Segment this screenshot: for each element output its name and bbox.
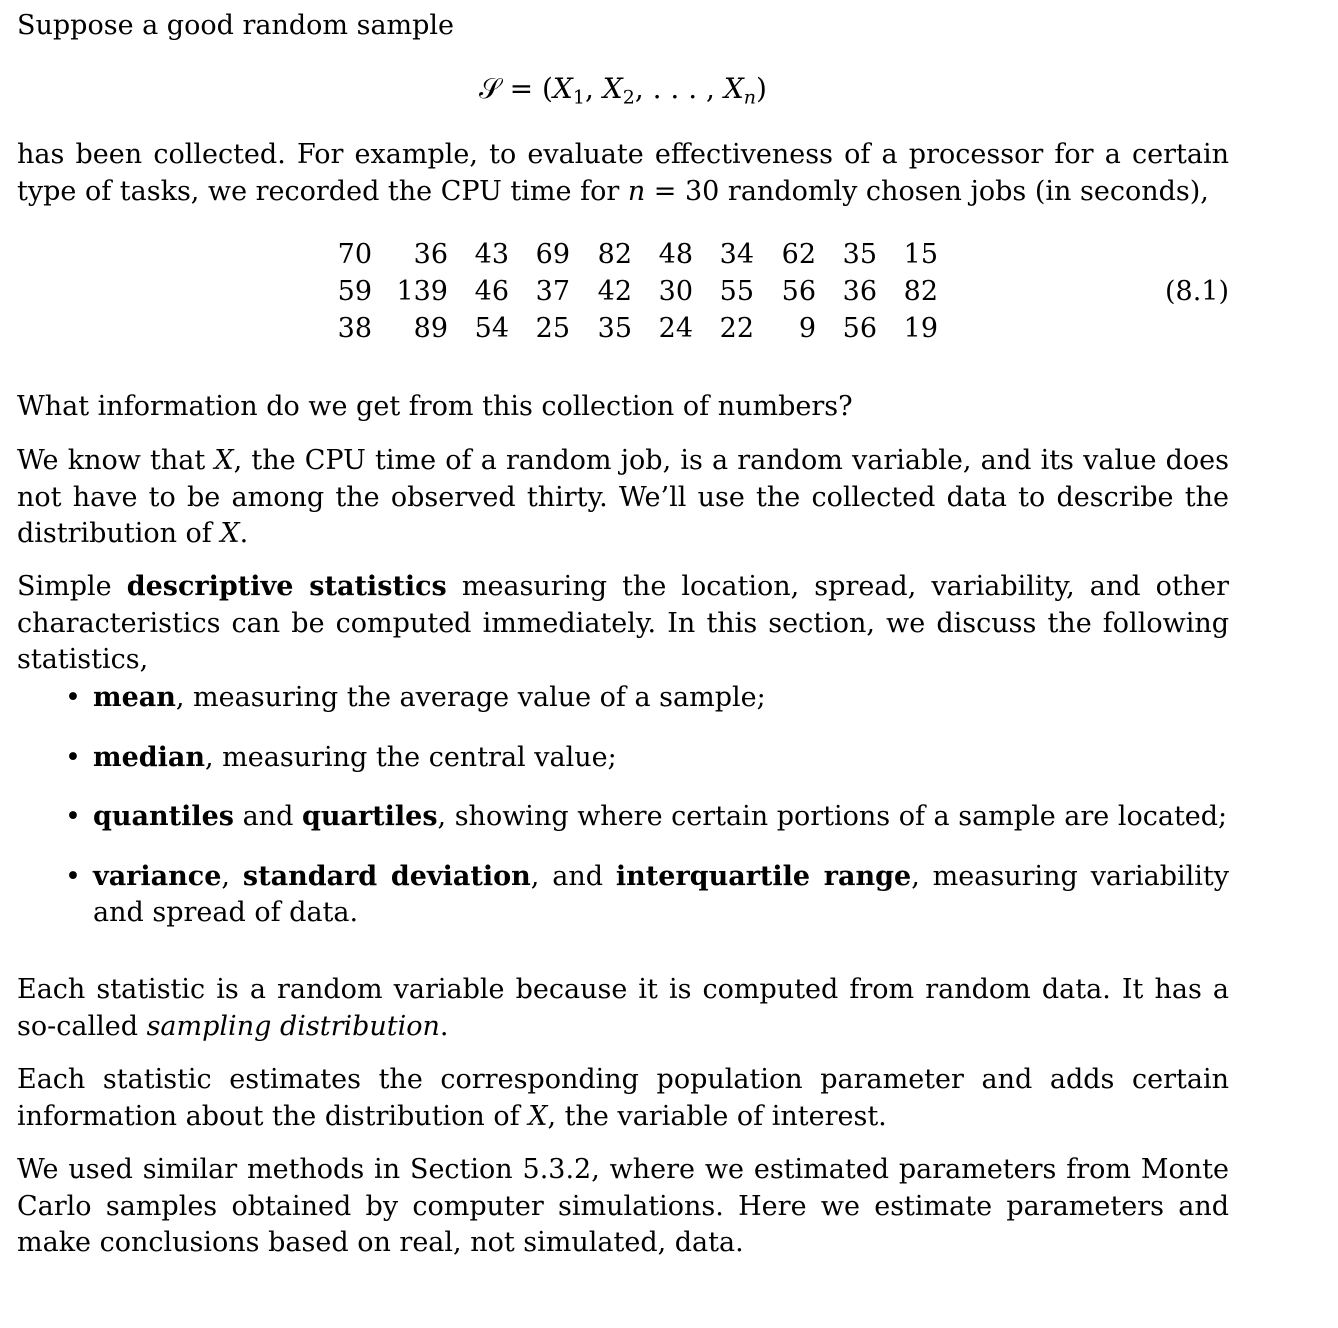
b2-bold: median	[93, 741, 206, 773]
question-paragraph: What information do we get from this collection of numbers?	[17, 391, 853, 422]
table-cell: 139	[396, 276, 448, 307]
statistics-list	[17, 680, 1229, 932]
table-cell: 46	[474, 276, 509, 307]
table-cell: 36	[842, 276, 877, 307]
table-cell: 59	[337, 276, 372, 307]
b3-bold2: quartiles	[301, 801, 438, 832]
table-cell: 35	[597, 313, 632, 344]
table-cell: 62	[781, 239, 816, 270]
b4-rest: , measuring variability and spread of data.	[93, 860, 1229, 928]
table-cell: 35	[842, 239, 877, 270]
para6-text-a: Each statistic is a random variable because it is computed from random data. It has a so-called	[17, 974, 1229, 1042]
bullet-dot-icon: •	[65, 741, 81, 773]
b4-sep2: , and	[530, 860, 616, 892]
para2-var-n: n	[627, 175, 646, 207]
collected-paragraph	[17, 137, 1229, 210]
list-item-quantiles	[17, 799, 1229, 836]
b4-bold2: standard deviation	[242, 860, 531, 892]
list-item-mean	[17, 680, 1229, 717]
para7-var-x: X	[528, 1100, 548, 1132]
table-cell: 56	[781, 276, 816, 307]
para2-text-a: has been collected. For example, to evaluate effectiveness of a processor for a certain type of tasks, we recorded the CPU time for	[17, 139, 1229, 207]
table-cell: 42	[597, 276, 632, 307]
para6-italic: sampling distribution	[146, 1010, 440, 1042]
para4-text-a: We know that	[17, 445, 215, 476]
sampling-distribution-paragraph	[17, 972, 1229, 1045]
sample-equation: 𝒮 = ($X_1$, $X_2$, . . . , $X_n$)	[479, 72, 767, 109]
intro-paragraph: Suppose a good random sample	[17, 10, 455, 41]
table-row	[322, 236, 938, 273]
eq-lhs: 𝒮	[479, 72, 501, 105]
table-row	[322, 273, 938, 310]
bullet-dot-icon: •	[65, 801, 81, 832]
table-cell: 24	[658, 313, 693, 344]
b3-bold1: quantiles	[93, 801, 234, 832]
table-cell: 38	[337, 313, 372, 344]
eq-sub2: 2	[622, 86, 635, 109]
table-cell: 69	[535, 239, 570, 270]
random-variable-paragraph	[17, 443, 1229, 553]
b3-rest: , showing where certain portions of a sample are located;	[437, 801, 1228, 832]
table-cell: 54	[474, 313, 509, 344]
bullet-dot-icon: •	[65, 860, 81, 892]
table-cell: 9	[798, 313, 816, 344]
table-cell: 48	[658, 239, 693, 270]
table-row	[322, 310, 938, 347]
table-cell: 15	[903, 239, 938, 270]
b2-rest: , measuring the central value;	[205, 741, 617, 773]
descriptive-stats-paragraph	[17, 569, 1229, 679]
equation-number: (8.1)	[1164, 276, 1229, 307]
table-cell: 19	[903, 313, 938, 344]
eq-subn: n	[743, 86, 757, 109]
para5-bold: descriptive statistics	[126, 571, 447, 602]
para6-text-b: .	[439, 1010, 449, 1042]
table-cell: 37	[535, 276, 570, 307]
table-cell: 22	[719, 313, 754, 344]
table-cell: 82	[903, 276, 938, 307]
para7-text-b: , the variable of interest.	[547, 1100, 887, 1132]
list-item-variance	[17, 859, 1229, 932]
table-cell: 82	[597, 239, 632, 270]
eq-sub1: 1	[572, 86, 585, 109]
population-parameter-paragraph	[17, 1062, 1229, 1135]
para4-var-x2: X	[220, 518, 240, 549]
para4-text-c: .	[239, 518, 249, 549]
para4-text-b: , the CPU time of a random job, is a random variable, and its value does not have to be among the observed thirty. We’ll use the collected data to describe the distribution of	[17, 445, 1229, 549]
table-cell: 34	[719, 239, 754, 270]
eq-x1: X	[552, 72, 573, 105]
b4-bold1: variance	[93, 860, 222, 892]
cpu-time-table	[322, 236, 938, 347]
table-cell: 89	[413, 313, 448, 344]
bullet-dot-icon: •	[65, 682, 81, 713]
eq-equals: = (	[500, 72, 553, 105]
table-cell: 43	[474, 239, 509, 270]
monte-carlo-paragraph: We used similar methods in Section 5.3.2, where we estimated parameters from Monte Carlo samples obtained by computer simulations. Here we estimate parameters and make conclusions based on real, not simulated, data.	[17, 1154, 1229, 1258]
b3-mid: and	[234, 801, 302, 832]
table-cell: 30	[658, 276, 693, 307]
b4-sep1: ,	[221, 860, 243, 892]
para5-text-b: measuring the location, spread, variability, and other characteristics can be computed immediately. In this section, we discuss the following statistics,	[17, 571, 1229, 675]
eq-xn: X	[723, 72, 744, 105]
eq-close: )	[756, 72, 767, 105]
para4-var-x1: X	[214, 445, 234, 476]
table-cell: 70	[337, 239, 372, 270]
b1-rest: , measuring the average value of a sample;	[175, 682, 766, 713]
table-cell: 25	[535, 313, 570, 344]
eq-x2: X	[602, 72, 623, 105]
b4-bold3: interquartile range	[615, 860, 912, 892]
b1-bold: mean	[93, 682, 176, 713]
para5-text-a: Simple	[17, 571, 127, 602]
table-cell: 56	[842, 313, 877, 344]
table-cell: 36	[413, 239, 448, 270]
list-item-median	[17, 740, 1229, 777]
para2-text-b: = 30 randomly chosen jobs (in seconds),	[645, 175, 1209, 207]
eq-dots: , . . . ,	[634, 72, 724, 105]
table-cell: 55	[719, 276, 754, 307]
para7-text-a: Each statistic estimates the corresponding population parameter and adds certain information about the distribution of	[17, 1064, 1229, 1132]
